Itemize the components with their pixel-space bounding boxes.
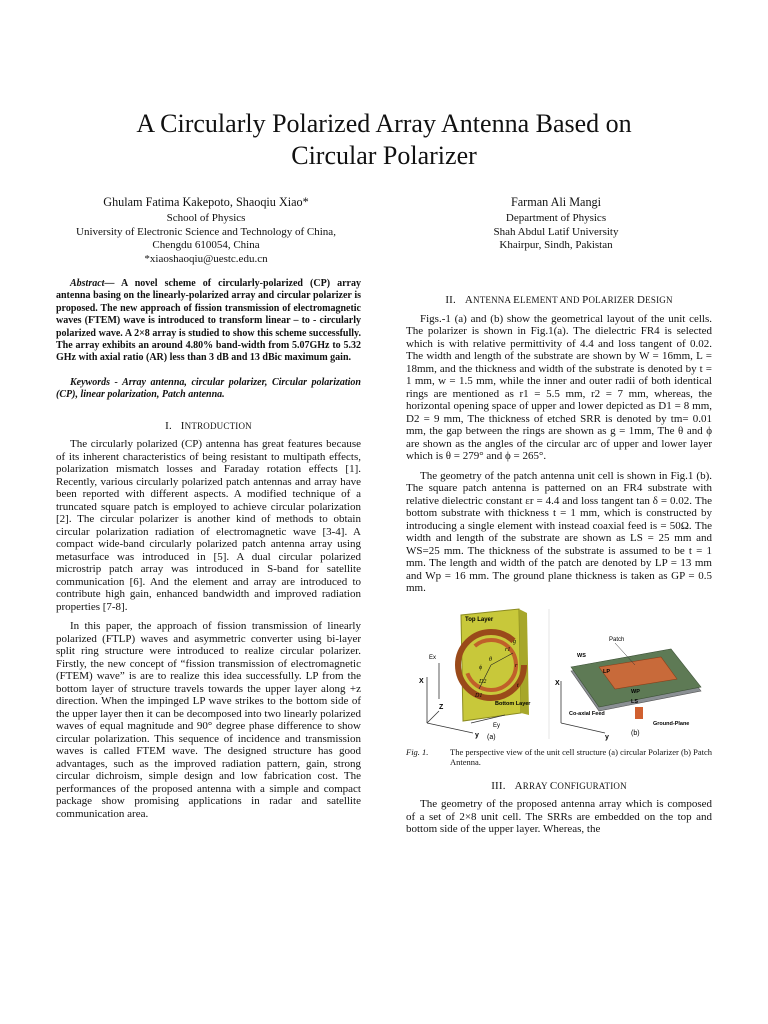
section-number: I. (165, 419, 172, 432)
design-paragraph-2: The geometry of the patch antenna unit cell is shown in Fig.1 (b). The square patch antenna is patterned on an FR4 substrate with relative dielectric constant εr = 4.4 and loss tangent tan δ = 0.02. The bottom substrate with thickness t = 1 mm, which is constructed by introducing a single element with instead coaxial feed is = 50Ω. The width and length of the substrate are shown as LS = 25 mm and WS=25 mm. The thickness of the substrate is assumed to be t = 1 mm. The length and width of the patch are denoted by LP = 13 mm and Wp = 16 mm. The ground plane thickness is taken as GP = 0.5 mm. (406, 469, 712, 594)
author-names-left: Ghulam Fatima Kakepoto, Shaoqiu Xiao* (103, 195, 309, 209)
label-top-layer: Top Layer (465, 616, 494, 623)
title-line-2: Circular Polarizer (291, 141, 477, 170)
label-bottom-layer: Bottom Layer (495, 700, 531, 707)
heading-part: LEMENT AND (520, 295, 583, 305)
section-number: III. (491, 779, 506, 792)
paper-title (0, 108, 768, 172)
heading-part: NTENNA (473, 295, 514, 305)
heading-part: C (549, 779, 558, 792)
label-coaxial-feed: Co-axial Feed (569, 710, 605, 717)
heading-rest: NTRODUCTION (184, 420, 252, 431)
label-lp: LP (603, 668, 611, 675)
y-axis-b (561, 723, 605, 733)
section-heading-array-configuration (406, 780, 712, 793)
intro-paragraph-1: The circularly polarized (CP) antenna has great features because of its inherent characteristics of being resistant to multipath effects, polarization mismatch losses and Faraday rotation effects [1]. Recently, various circularly polarized patch antennas and array have been reported with different aspects. A modified technique of a truncated square patch is employed to achieve circular polarization [2]. The circular polarizer is another kind of methods to obtain circular polarization radiation of electromagnetic wave [3-4]. A compact wide-band circularly polarized patch antenna array using metasurface was introduced in [5]. A dual circular polarized microstrip patch array was introduced in S-band for satellite communication [6]. And the element and array are introduced to contribute high gain, enhanced bandwidth and improved radiation properties [7-8]. (56, 438, 361, 613)
figure-caption-text: The perspective view of the unit cell structure (a) circular Polarizer (b) Patch Antenna. (450, 746, 712, 767)
section-number: II. (445, 294, 456, 306)
heading-part: ESIGN (645, 295, 673, 305)
right-column (406, 288, 712, 843)
title-line-1: A Circularly Polarized Array Antenna Based on (136, 109, 632, 138)
y-axis (427, 723, 473, 733)
heading-part: D (637, 294, 646, 306)
label-x: X (419, 677, 424, 685)
label-ey: Ey (493, 722, 501, 729)
heading-part: A (464, 294, 474, 306)
intro-paragraph-2: In this paper, the approach of fission transmission of linearly polarized (FTLP) waves and asymmetric converter using bi-layer split ring structure were introduced to realize circular polarizer. Firstly, the new concept of “fission transmission of electromagnetic (FTEM) wave” is are to realize this idea successfully. LP from the bottom layer of structure travels towards the upper layer along +z direction. When the impinged LP wave strikes to the bottom side of the upper layer then it can be decomposed into two linearly polarized waves of equal magnitude and 90° degree phase difference to show circular polarization. This sequence of incidence and transmission waves is called FTEM wave. The designed structure has good advantages, such as the improved radiation pattern, gain, strong circular dichroism, simple design and low fabrication cost. The performances of the proposed antenna with a simple and compact package show promising applications in radar and satellite communication area. (56, 620, 361, 820)
abstract-label: Abstract— (70, 278, 115, 289)
affiliation-line: School of Physics (166, 212, 246, 224)
author-email[interactable]: *xiaoshaoqiu@uestc.edu.cn (144, 252, 268, 265)
figure-label: Fig. 1. (406, 746, 429, 757)
affiliation-line: University of Electronic Science and Technology of China, (76, 225, 336, 238)
figure-1-illustration (409, 605, 709, 743)
label-z: Z (439, 703, 444, 711)
label-g: g (513, 638, 516, 645)
affiliation-line: Khairpur, Sindh, Pakistan (499, 239, 613, 251)
heading-part: E (513, 294, 521, 306)
label-r1: r1 (505, 646, 511, 653)
label-patch: Patch (609, 636, 625, 643)
label-y: y (475, 731, 479, 739)
figure-1 (409, 605, 709, 743)
label-theta: θ (489, 656, 492, 663)
section-heading-introduction (56, 420, 361, 433)
section-heading-antenna-element (406, 294, 712, 307)
z-axis (427, 711, 439, 723)
affiliation-line: Chengdu 610054, China (152, 239, 260, 251)
label-y-b: y (605, 733, 609, 741)
coaxial-feed (635, 707, 643, 719)
figure-1-caption (406, 747, 712, 768)
label-d2: D2 (479, 678, 487, 685)
design-paragraph-1: Figs.-1 (a) and (b) show the geometrical layout of the unit cells. The polarizer is shown in Fig.1(a). The dielectric FR4 is selected which is with relative permittivity of 4.4 and loss tangent of 0.02. The width and length of the substrate are shown by W = 16mm, L = 18mm, and the thickness and width of the substrate is denoted by t = 1 mm, w = 1.5 mm, while the inner and outer radii of both identical rings are mentioned as r1 = 5.5 mm, r2 = 7 mm, whereas, the horizontal opening space of upper and lower depicted as D1 = 8 mm, D2 = 9 mm, The thickness of etched SRR is denoted by tm= 0.01 mm, the gap between the rings are shown as g = 1mm, The θ and ϕ are shown as the angles of the circular arc of upper and lower layer which is θ = 279° and ϕ = 265°. (406, 312, 712, 462)
heading-part: OLARIZER (588, 295, 638, 305)
abstract-text: A novel scheme of circularly-polarized (CP) array antenna basing on the linearly-polarized array and circular polarizer is proposed. The new approach of fission transmission of electromagnetic waves (FTEM) wave is introduced to transform linear – to - circularly polarized wave. A 2×8 array is studied to show this scheme successfully. The array exhibits an around 4.80% band-width from 5.07GHz to 5.32 GHz with axial ratio (AR) less than 3 dB and 13 dBic maximum gain. (56, 278, 361, 364)
author-block-right (400, 194, 712, 253)
affiliation-line: Shah Abdul Latif University (493, 225, 619, 238)
heading-part: A (514, 779, 523, 792)
label-ground-plane: Ground-Plane (653, 720, 690, 727)
left-column (56, 278, 361, 827)
abstract (56, 278, 361, 365)
label-x-b: X (555, 679, 560, 687)
label-b: (b) (631, 729, 640, 737)
affiliation-line: Department of Physics (505, 212, 607, 224)
label-t: t (517, 682, 519, 689)
keywords: Keywords - Array antenna, circular polarizer, Circular polarization (CP), linear polarization, Patch antenna. (56, 376, 361, 401)
label-phi: ϕ (479, 664, 483, 671)
label-ex: Ex (429, 654, 437, 661)
label-r2: r (515, 662, 518, 669)
label-ls: LS (631, 698, 639, 705)
label-d1: D1 (475, 692, 483, 699)
heading-part: RRAY (522, 780, 550, 791)
heading-initial: I (180, 419, 185, 432)
author-block-left (50, 194, 362, 266)
label-wp: WP (631, 688, 640, 695)
heading-part: ONFIGURATION (557, 780, 627, 791)
label-ws: WS (577, 652, 586, 659)
author-name-right: Farman Ali Mangi (510, 195, 602, 209)
label-a: (a) (487, 733, 496, 741)
array-paragraph-1: The geometry of the proposed antenna array which is composed of a set of 2×8 unit cell. The SRRs are embedded on the top and bottom side of the upper layer. Whereas, the (406, 798, 712, 835)
heading-part: P (582, 294, 589, 306)
